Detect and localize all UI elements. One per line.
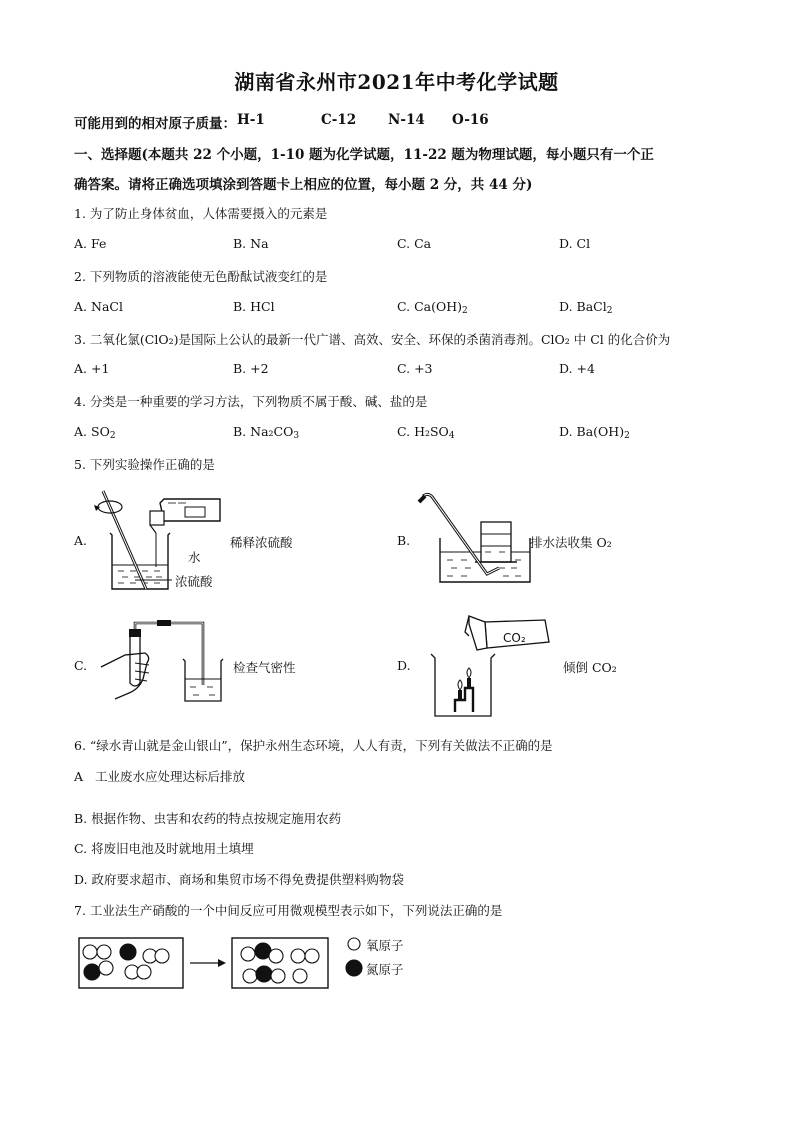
q4-option-d[interactable]: D. $Ba(OH)_2$ bbox=[559, 424, 630, 441]
q6-option-c[interactable]: C. 将废旧电池及时就地用土填埋 bbox=[74, 841, 254, 856]
q1-option-b[interactable]: B. Na bbox=[233, 236, 269, 251]
figure-airtightness bbox=[95, 615, 225, 705]
page-title: 湖南省永州市2021年中考化学试题 bbox=[234, 70, 559, 94]
q4-option-a[interactable]: A. $SO_2$ bbox=[74, 424, 116, 441]
figure-pour-co2 bbox=[425, 610, 555, 720]
q5-option-b-letter[interactable]: B. bbox=[397, 533, 411, 548]
q6-option-d[interactable]: D. 政府要求超市、商场和集贸市场不得免费提供塑料购物袋 bbox=[74, 872, 405, 887]
question-1-stem: 1. 为了防止身体贫血，人体需要摄入的元素是 bbox=[74, 206, 328, 221]
q1-option-d[interactable]: D. Cl bbox=[559, 236, 591, 251]
q3-option-c[interactable]: C. +3 bbox=[397, 361, 433, 376]
q5-option-a-letter[interactable]: A. bbox=[74, 533, 88, 548]
figure-dilute-acid bbox=[90, 485, 240, 595]
q1-option-a[interactable]: A. Fe bbox=[74, 236, 107, 251]
question-5-stem: 5. 下列实验操作正确的是 bbox=[74, 457, 215, 472]
q3-option-a[interactable]: A. +1 bbox=[74, 361, 110, 376]
question-7-stem: 7. 工业法生产硝酸的一个中间反应可用微观模型表示如下，下列说法正确的是 bbox=[74, 903, 503, 918]
q5-option-c-letter[interactable]: C. bbox=[74, 658, 88, 673]
question-3-stem: 3. 二氧化氯(ClO₂)是国际上公认的最新一代广谱、高效、安全、环保的杀菌消毒剂。ClO₂ 中 Cl 的化合价为 bbox=[74, 332, 671, 347]
section-heading-line2: 确答案。请将正确选项填涂到答题卡上相应的位置，每小题 2 分，共 44 分) bbox=[74, 177, 533, 193]
caption-water-collection: 排水法收集 O₂ bbox=[530, 535, 612, 550]
atomic-mass-c: C-12 bbox=[321, 112, 357, 128]
label-water: 水 bbox=[188, 550, 201, 565]
question-6-stem: 6. “绿水青山就是金山银山”，保护永州生态环境，人人有责，下列有关做法不正确的是 bbox=[74, 738, 553, 753]
q1-option-c[interactable]: C. Ca bbox=[397, 236, 432, 251]
atomic-mass-n: N-14 bbox=[388, 112, 425, 128]
q6-option-b[interactable]: B. 根据作物、虫害和农药的特点按规定施用农药 bbox=[74, 811, 342, 826]
caption-pour-co2: 倾倒 CO₂ bbox=[563, 660, 617, 675]
q2-option-c[interactable]: C. $Ca(OH)_2$ bbox=[397, 299, 468, 316]
legend-nitrogen-atom: 氮原子 bbox=[366, 962, 404, 977]
caption-airtightness: 检查气密性 bbox=[233, 660, 296, 675]
atomic-mass-o: O-16 bbox=[452, 112, 489, 128]
q3-option-d[interactable]: D. +4 bbox=[559, 361, 595, 376]
legend-oxygen-atom: 氧原子 bbox=[366, 938, 404, 953]
label-conc-sulfuric-acid: 浓硫酸 bbox=[175, 574, 213, 589]
q4-option-b[interactable]: B. $Na_2CO_3$ bbox=[233, 424, 300, 441]
q2-option-d[interactable]: D. BaCl$_2$ bbox=[559, 299, 613, 316]
q4-option-c[interactable]: C. $H_2SO_4$ bbox=[397, 424, 455, 441]
caption-dilute-acid: 稀释浓硫酸 bbox=[230, 535, 293, 550]
q2-option-b[interactable]: B. HCl bbox=[233, 299, 275, 314]
atomic-mass-h: H-1 bbox=[237, 112, 265, 128]
question-4-stem: 4. 分类是一种重要的学习方法，下列物质不属于酸、碱、盐的是 bbox=[74, 394, 428, 409]
q6-option-a[interactable]: A 工业废水应处理达标后排放 bbox=[74, 769, 245, 784]
q5-option-d-letter[interactable]: D. bbox=[397, 658, 411, 673]
figure-water-collection bbox=[415, 490, 540, 590]
label-co2-bottle: CO₂ bbox=[503, 631, 526, 645]
q3-option-b[interactable]: B. +2 bbox=[233, 361, 269, 376]
atomic-mass-label: 可能用到的相对原子质量： bbox=[74, 116, 236, 132]
q2-option-a[interactable]: A. NaCl bbox=[74, 299, 123, 314]
question-2-stem: 2. 下列物质的溶液能使无色酚酞试液变红的是 bbox=[74, 269, 328, 284]
section-heading-line1: 一、选择题(本题共 22 个小题，1-10 题为化学试题，11-22 题为物理试题，每小题只有一个正 bbox=[74, 147, 654, 163]
